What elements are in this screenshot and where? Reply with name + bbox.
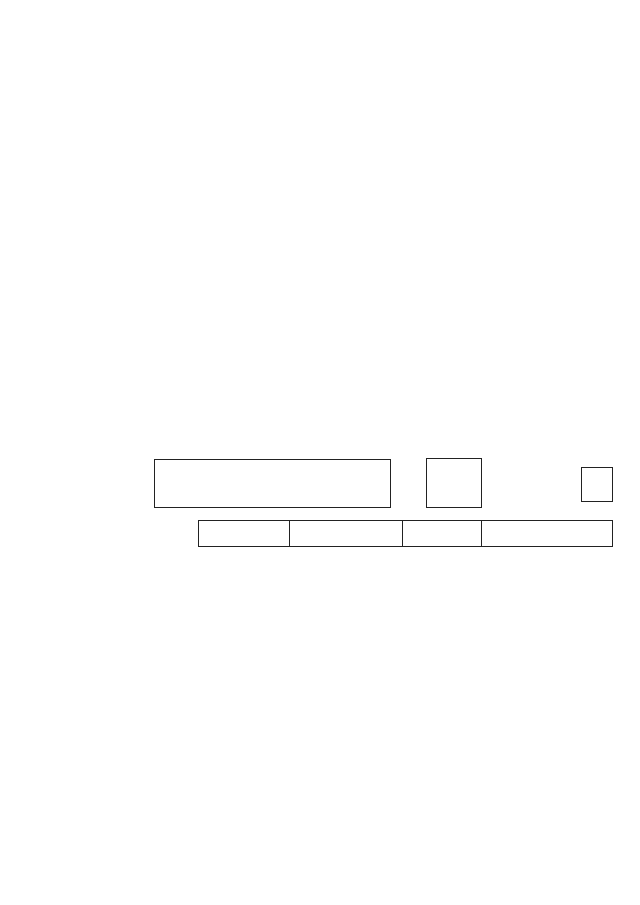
original-label bbox=[199, 521, 267, 547]
original-mark bbox=[267, 521, 290, 547]
function-name-box bbox=[154, 459, 391, 508]
reg-number-cell bbox=[482, 521, 613, 547]
level-box bbox=[581, 467, 613, 502]
borrowed-label bbox=[290, 521, 403, 547]
origin-table bbox=[198, 520, 613, 547]
code-box bbox=[426, 458, 482, 508]
origin-code-cell bbox=[403, 521, 482, 547]
